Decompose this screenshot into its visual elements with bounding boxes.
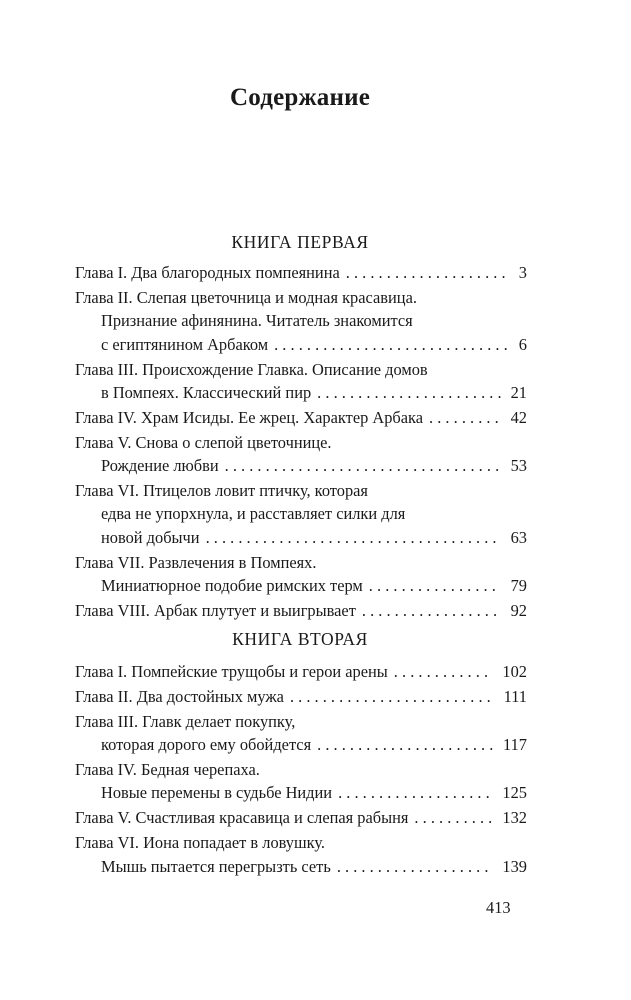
toc-entry xyxy=(75,710,527,757)
page-ref: 102 xyxy=(502,662,527,681)
chapter-title-text: Глава VI. Птицелов ловит птичку, которая xyxy=(75,481,368,501)
chapter-title-text: Глава II. Два достойных мужа xyxy=(75,686,284,706)
toc-entry-line xyxy=(75,855,527,878)
page-ref: 63 xyxy=(510,527,527,547)
toc-entry-line xyxy=(75,551,527,574)
book-two-heading: КНИГА ВТОРАЯ xyxy=(232,629,368,649)
dot-leader xyxy=(219,454,501,477)
chapter-title-text: Миниатюрное подобие римских терм xyxy=(101,576,363,596)
toc-entry xyxy=(75,599,527,622)
chapter-title-text: Глава VII. Развлечения в Помпеях. xyxy=(75,552,317,572)
chapter-title-text: Глава III. Происхождение Главка. Описание домов xyxy=(75,359,428,379)
dot-leader xyxy=(311,733,493,756)
book-one-heading: КНИГА ПЕРВАЯ xyxy=(231,232,369,252)
dot-leader xyxy=(332,781,492,804)
dot-leader xyxy=(340,261,509,284)
toc-entry-line xyxy=(75,685,527,708)
chapter-title-text: которая дорого ему обойдется xyxy=(101,735,312,755)
dot-leader xyxy=(200,526,501,549)
toc-entry xyxy=(75,261,527,284)
toc-entry-line xyxy=(75,574,527,597)
page-ref: 42 xyxy=(510,407,527,427)
toc-entry-line xyxy=(75,381,527,404)
chapter-title-text: едва не упорхнула, и расставляет силки для xyxy=(101,504,406,524)
toc-entry xyxy=(75,358,527,405)
page-ref: 53 xyxy=(510,456,527,476)
chapter-title-text: Рождение любви xyxy=(101,456,219,476)
page-ref: 3 xyxy=(518,263,527,282)
page-ref: 6 xyxy=(518,334,527,354)
toc-entry-line xyxy=(75,309,527,332)
page-ref: 132 xyxy=(502,808,527,828)
toc-entry xyxy=(75,758,527,805)
dot-leader xyxy=(331,855,493,878)
chapter-title-text: с египтянином Арбаком xyxy=(101,334,269,354)
toc-entry-line xyxy=(75,758,527,781)
chapter-title-text: Глава IV. Бедная черепаха. xyxy=(75,760,260,780)
toc-entry-line xyxy=(75,454,527,477)
toc-entry xyxy=(75,431,527,478)
chapter-title-text: Глава I. Два благородных помпеянина xyxy=(75,263,340,282)
chapter-title-text: Глава II. Слепая цветочница и модная красавица. xyxy=(75,287,417,307)
toc-entry xyxy=(75,806,527,829)
page-ref: 21 xyxy=(510,382,527,402)
dot-leader xyxy=(356,599,501,622)
page-number: 413 xyxy=(486,898,511,917)
toc-entry xyxy=(75,831,527,878)
toc-entry-line xyxy=(75,406,527,429)
chapter-title-text: Глава III. Главк делает покупку, xyxy=(75,711,296,731)
toc-entry-line xyxy=(75,660,527,683)
page-title: Содержание xyxy=(229,84,370,111)
toc-entry-line xyxy=(75,599,527,622)
page-ref: 92 xyxy=(510,600,527,620)
dot-leader xyxy=(423,406,501,429)
chapter-title-text: Глава V. Снова о слепой цветочнице. xyxy=(75,432,332,452)
dot-leader xyxy=(268,333,509,356)
toc-entry-line xyxy=(75,733,527,756)
page-ref: 139 xyxy=(502,856,527,876)
book-two-toc xyxy=(75,660,527,880)
chapter-title-text: Глава I. Помпейские трущобы и герои арены xyxy=(75,662,388,681)
chapter-title-text: Глава V. Счастливая красавица и слепая рабыня xyxy=(75,808,409,828)
page-ref: 111 xyxy=(503,686,527,706)
dot-leader xyxy=(408,806,492,829)
dot-leader xyxy=(363,574,501,597)
chapter-title-text: Мышь пытается перегрызть сеть xyxy=(101,856,331,876)
toc-entry xyxy=(75,286,527,356)
toc-entry-line xyxy=(75,479,527,502)
chapter-title-text: Глава VI. Иона попадает в ловушку. xyxy=(75,833,326,853)
toc-entry-line xyxy=(75,333,527,356)
dot-leader xyxy=(284,685,494,708)
toc-entry-line xyxy=(75,431,527,454)
chapter-title-text: Признание афинянина. Читатель знакомится xyxy=(101,311,413,331)
chapter-title-text: в Помпеях. Классический пир xyxy=(101,382,312,402)
toc-entry xyxy=(75,406,527,429)
toc-entry xyxy=(75,685,527,708)
toc-entry-line xyxy=(75,261,527,284)
toc-entry-line xyxy=(75,831,527,854)
dot-leader xyxy=(311,381,500,404)
toc-entry xyxy=(75,479,527,549)
toc-entry-line xyxy=(75,710,527,733)
chapter-title-text: Глава IV. Храм Исиды. Ее жрец. Характер Арбака xyxy=(75,407,424,427)
toc-entry-line xyxy=(75,806,527,829)
page-ref: 117 xyxy=(503,735,527,755)
toc-entry-line xyxy=(75,502,527,525)
dot-leader xyxy=(388,660,493,683)
book-one-toc xyxy=(75,261,527,624)
toc-entry-line xyxy=(75,526,527,549)
page-ref: 125 xyxy=(502,783,527,803)
toc-entry-line xyxy=(75,781,527,804)
toc-entry-line xyxy=(75,286,527,309)
chapter-title-text: новой добычи xyxy=(101,527,200,547)
page-ref: 79 xyxy=(510,576,527,596)
chapter-title-text: Новые перемены в судьбе Нидии xyxy=(101,783,333,803)
toc-entry xyxy=(75,551,527,598)
toc-entry-line xyxy=(75,358,527,381)
chapter-title-text: Глава VIII. Арбак плутует и выигрывает xyxy=(75,600,356,620)
toc-entry xyxy=(75,660,527,683)
